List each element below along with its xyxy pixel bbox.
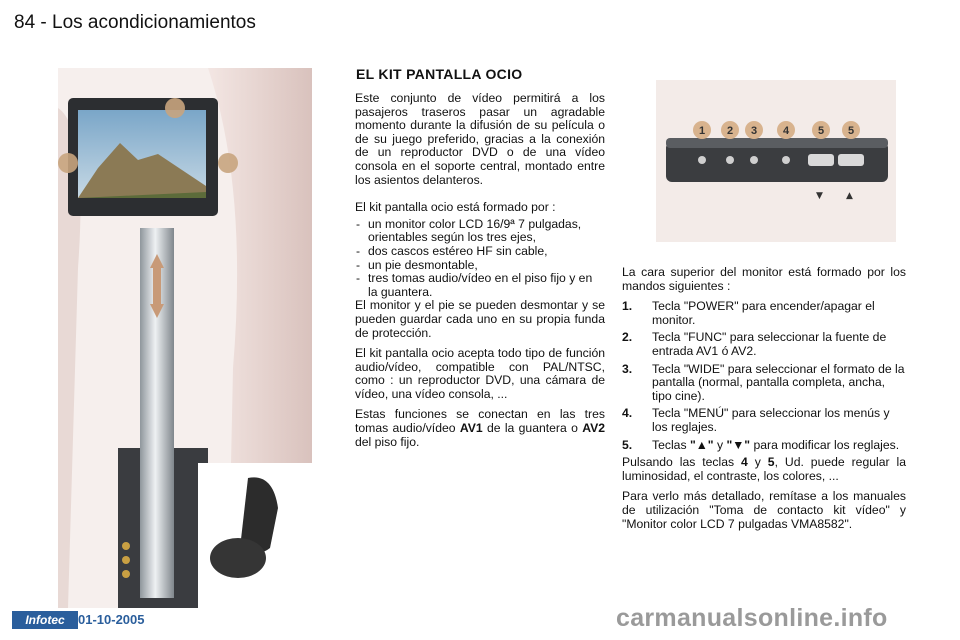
- item-text: Tecla "MENÚ" para seleccionar los menús y los reglajes.: [652, 406, 890, 434]
- section-title: EL KIT PANTALLA OCIO: [356, 66, 523, 82]
- column-right-text: [622, 266, 906, 538]
- list-item: - un pie desmontable,: [355, 259, 605, 273]
- adjust-text: y: [747, 455, 768, 470]
- column-left-text: [355, 92, 605, 456]
- monitor-support-illustration: [58, 68, 312, 608]
- intro-paragraph: Este conjunto de vídeo permitirá a los pasajeros traseros pasar un agradable momento durante la difusión de su película o de su juego preferido, gracias a la conexión de un reproductor DVD o de una vídeo consola en el soporte central, montado entre los asientos delanteros.: [355, 91, 605, 187]
- controls-list: [622, 300, 906, 452]
- list-item: - tres tomas audio/vídeo en el piso fijo y en la guantera.: [355, 272, 605, 299]
- key-5: 5: [767, 455, 775, 470]
- monitor-buttons-illustration: [656, 80, 896, 242]
- av1-label: AV1: [459, 421, 483, 436]
- button-number-label: 1: [698, 125, 706, 137]
- button-number-label: 3: [750, 125, 758, 137]
- controls-intro: La cara superior del monitor está formado por los mandos siguientes :: [622, 265, 906, 293]
- connect-text: Estas funciones se conectan en las tres tomas audio/vídeo: [355, 407, 605, 436]
- item-text: y: [713, 437, 727, 452]
- adjust-text: Pulsando las teclas: [622, 455, 742, 470]
- key-4: 4: [741, 455, 748, 470]
- item-number: 4.: [622, 406, 633, 421]
- item-text: Tecla "FUNC" para seleccionar la fuente de entrada AV1 ó AV2.: [652, 330, 887, 358]
- list-item: - dos cascos estéreo HF sin cable,: [355, 245, 605, 259]
- control-item: [622, 331, 906, 358]
- kit-intro: El kit pantalla ocio está formado por :: [355, 200, 556, 215]
- manuals-paragraph: Para verlo más detallado, remítase a los manuales de utilización "Toma de contacto kit vídeo" y "Monitor color LCD 7 pulgadas VMA8582".: [622, 489, 906, 531]
- connect-paragraph: [355, 408, 605, 449]
- control-item: [622, 363, 906, 404]
- list-item: - un monitor color LCD 16/9ª 7 pulgadas, orientables según los tres ejes,: [355, 218, 605, 245]
- infotec-logo: Infotec: [12, 611, 78, 629]
- connect-text: de la guantera o: [482, 421, 583, 436]
- item-text: Teclas: [652, 437, 690, 452]
- svg-text:▲: ▲: [846, 191, 853, 201]
- av2-label: AV2: [582, 421, 605, 436]
- removable-paragraph: El monitor y el pie se pueden desmontar y se pueden guardar cada uno en su propia funda de protección.: [355, 298, 605, 340]
- page-title: 84 - Los acondicionamientos: [14, 12, 256, 33]
- button-number-label: 5: [847, 125, 855, 137]
- adjust-text: , Ud. puede regular la luminosidad, el contraste, los colores, ...: [622, 455, 906, 483]
- button-number-label: 4: [782, 125, 790, 137]
- button-number-label: 2: [726, 125, 734, 137]
- compat-paragraph: El kit pantalla ocio acepta todo tipo de función audio/vídeo, compatible con PAL/NTSC, como : un reproductor DVD, una cámara de vídeo, una vídeo consola, ...: [355, 346, 605, 401]
- control-item: [622, 300, 906, 327]
- item-number: 5.: [622, 437, 633, 452]
- control-item: [622, 407, 906, 434]
- item-text: Tecla "POWER" para encender/apagar el monitor.: [652, 299, 875, 327]
- up-key-label: "▲": [689, 437, 714, 452]
- item-text: para modificar los reglajes.: [750, 437, 900, 452]
- kit-contents-list: [355, 218, 605, 300]
- svg-text:▼: ▼: [816, 191, 823, 201]
- item-number: 3.: [622, 361, 633, 376]
- control-item: [622, 439, 906, 453]
- connect-text: del piso fijo.: [355, 434, 420, 449]
- item-text: Tecla "WIDE" para seleccionar el formato de la pantalla (normal, pantalla completa, ancha, tipo cine).: [652, 361, 905, 403]
- edition-date: 01-10-2005: [78, 612, 145, 627]
- item-number: 2.: [622, 330, 633, 345]
- down-key-label: "▼": [726, 437, 751, 452]
- item-number: 1.: [622, 299, 633, 314]
- watermark: carmanualsonline.info: [616, 604, 888, 632]
- button-number-label: 5: [817, 125, 825, 137]
- adjust-paragraph: [622, 456, 906, 483]
